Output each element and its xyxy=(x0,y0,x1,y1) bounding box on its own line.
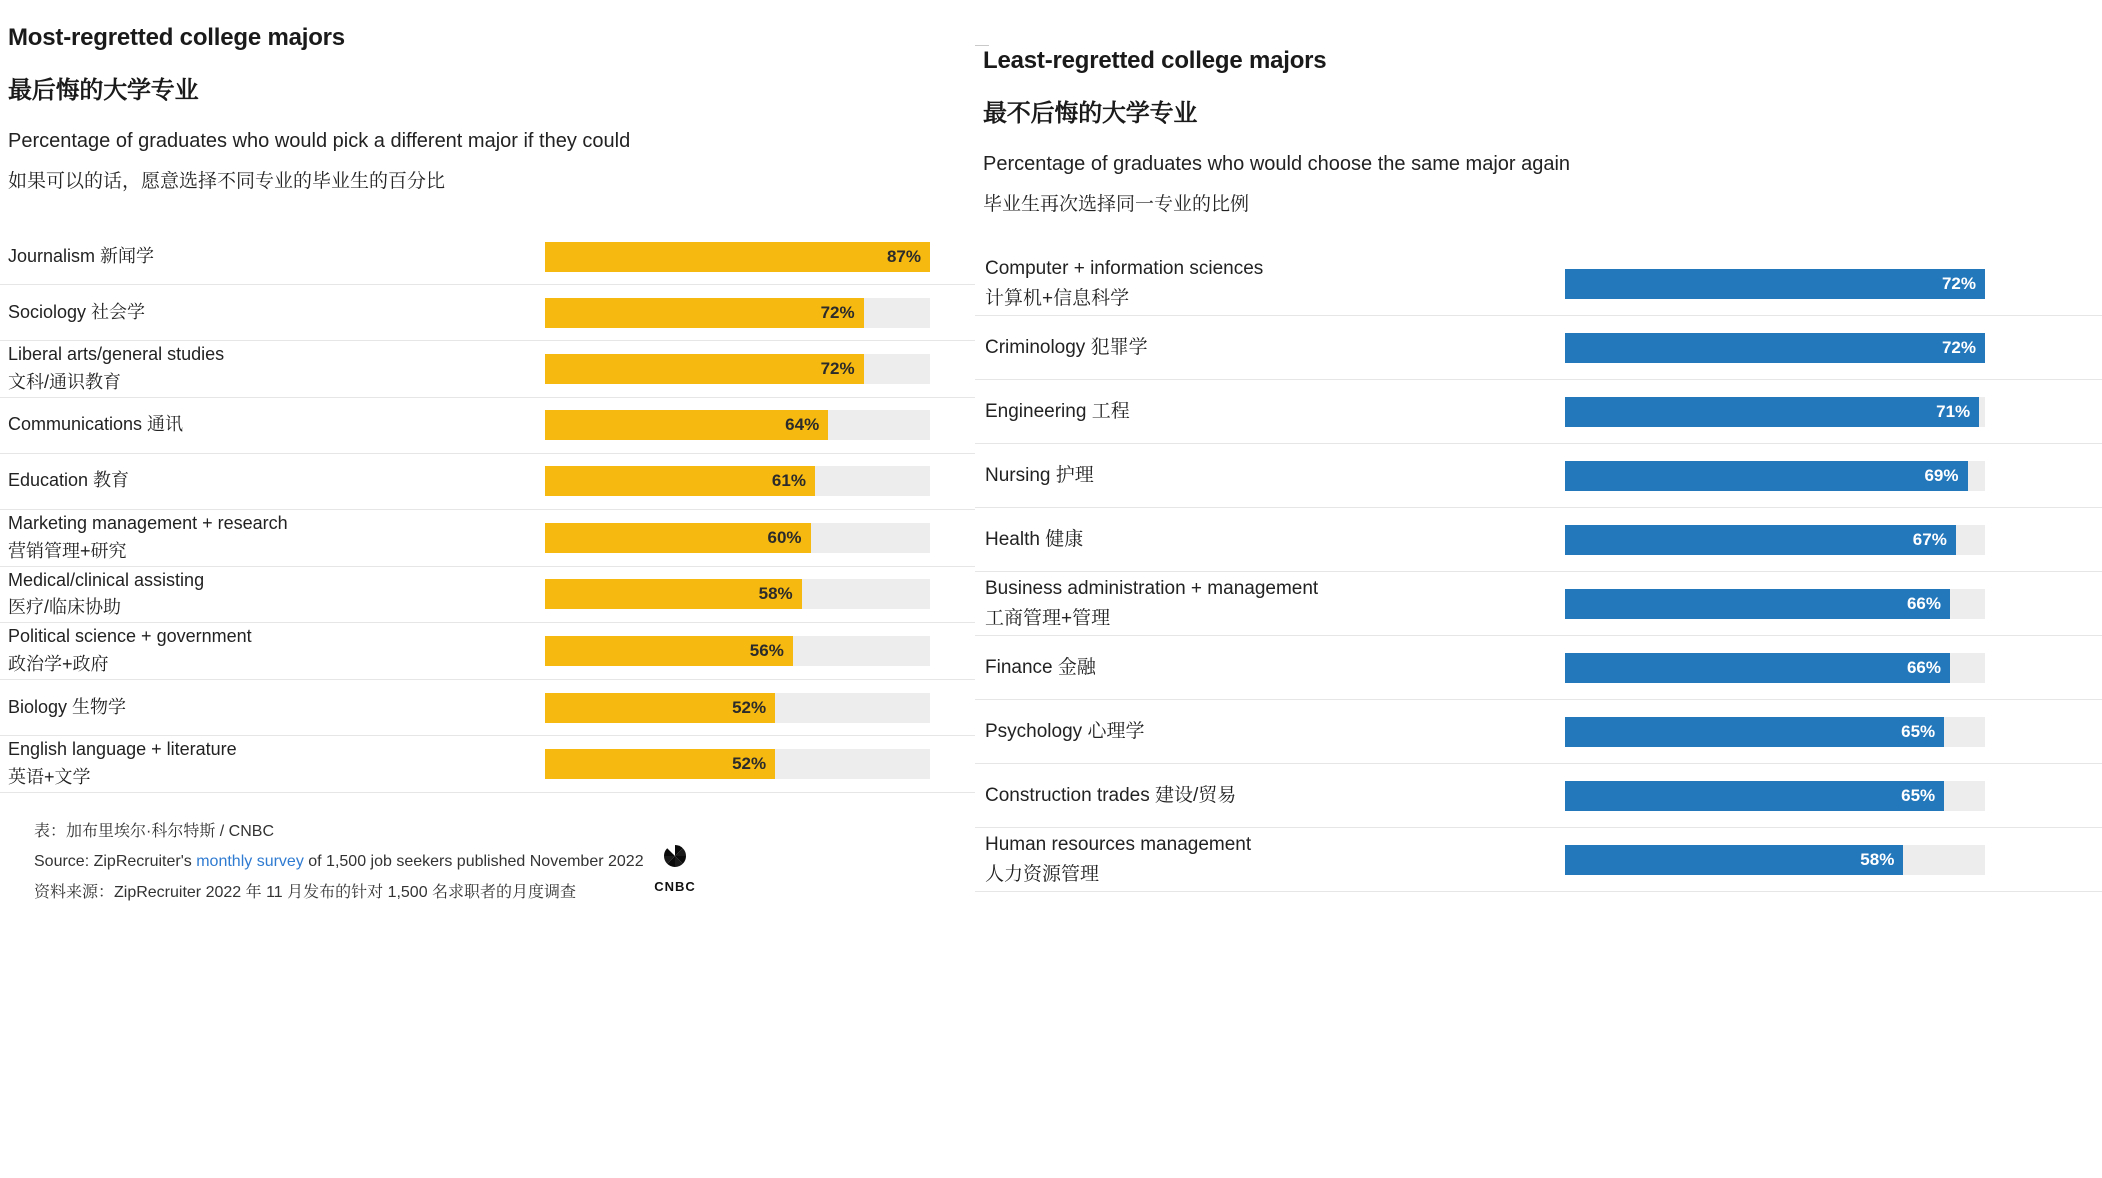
bar-track xyxy=(1565,717,1985,747)
bar-track xyxy=(545,466,930,496)
bar-fill xyxy=(1565,717,1944,747)
footer-source-cn: 资料来源：ZipRecruiter 2022 年 11 月发布的针对 1,500 名求职者的月度调查 xyxy=(34,883,577,901)
row-label-cn: 营销管理+研究 xyxy=(8,540,127,561)
bar-value-label: 72% xyxy=(820,302,855,322)
bar-fill xyxy=(1565,333,1985,363)
bar-value-label: 87% xyxy=(886,246,921,266)
bar-track xyxy=(545,749,930,779)
row-label-en: Marketing management + research xyxy=(8,512,288,533)
bar-value-label: 52% xyxy=(732,754,767,774)
bar-value-label: 72% xyxy=(1941,337,1976,357)
bar-fill xyxy=(545,242,930,272)
table-row xyxy=(975,572,2102,636)
left-chart-panel xyxy=(0,0,975,1178)
bar-fill xyxy=(545,636,793,666)
row-label-en: Journalism 新闻学 xyxy=(8,245,155,266)
footer xyxy=(0,817,975,908)
footer-source-en xyxy=(34,847,975,877)
row-label-en: Sociology 社会学 xyxy=(8,301,146,322)
bar-track xyxy=(545,242,930,272)
bar-fill xyxy=(1565,653,1950,683)
row-label xyxy=(975,717,1565,746)
bar-fill xyxy=(545,466,815,496)
left-title-en: Most-regretted college majors xyxy=(8,24,345,51)
bar-track xyxy=(1565,845,1985,875)
row-label xyxy=(0,411,545,439)
bar-track xyxy=(1565,589,1985,619)
bar-track xyxy=(545,298,930,328)
bar-value-label: 58% xyxy=(758,584,793,604)
footer-source-post: of 1,500 job seekers published November 2022 xyxy=(303,853,644,871)
row-label xyxy=(975,525,1565,554)
table-row xyxy=(0,736,975,793)
bar-track xyxy=(1565,653,1985,683)
bar-fill xyxy=(545,410,828,440)
table-row xyxy=(975,764,2102,828)
right-title-en: Least-regretted college majors xyxy=(983,47,1327,74)
bar-value-label: 61% xyxy=(771,471,806,491)
left-subtitle-en: Percentage of graduates who would pick a different major if they could xyxy=(8,130,631,153)
row-label xyxy=(0,299,545,327)
row-label xyxy=(975,653,1565,682)
right-chart-panel xyxy=(975,0,2102,1178)
cnbc-logo xyxy=(640,843,710,902)
row-label-cn: 政治学+政府 xyxy=(8,654,109,675)
row-label-en: Education 教育 xyxy=(8,470,130,491)
bar-value-label: 64% xyxy=(785,415,820,435)
right-subtitle-cn: 毕业生再次选择同一专业的比例 xyxy=(983,194,1250,216)
table-row xyxy=(0,510,975,567)
table-row xyxy=(975,828,2102,892)
bar-fill xyxy=(1565,397,1979,427)
bar-value-label: 56% xyxy=(749,641,784,661)
bar-track xyxy=(1565,781,1985,811)
bar-track xyxy=(1565,397,1985,427)
row-label-en: Psychology 心理学 xyxy=(985,720,1145,742)
bar-value-label: 66% xyxy=(1906,657,1941,677)
bar-value-label: 67% xyxy=(1912,529,1947,549)
bar-value-label: 60% xyxy=(767,527,802,547)
row-label xyxy=(0,510,545,566)
bar-fill xyxy=(545,523,811,553)
row-label-cn: 医疗/临床协助 xyxy=(8,597,122,618)
footer-credit-cn: 表：加布里埃尔·科尔特斯 / CNBC xyxy=(34,822,275,840)
row-label-en: Communications 通讯 xyxy=(8,414,184,435)
table-row xyxy=(0,567,975,624)
bar-track xyxy=(545,410,930,440)
bar-track xyxy=(545,523,930,553)
table-row xyxy=(0,285,975,341)
bar-track xyxy=(545,693,930,723)
bar-fill xyxy=(545,693,775,723)
table-row xyxy=(975,508,2102,572)
row-label-cn: 工商管理+管理 xyxy=(985,607,1111,629)
monthly-survey-link[interactable]: monthly survey xyxy=(196,853,304,871)
bar-value-label: 72% xyxy=(820,358,855,378)
left-bar-rows xyxy=(0,229,975,793)
left-subtitle-cn: 如果可以的话，愿意选择不同专业的毕业生的百分比 xyxy=(8,171,446,193)
table-row xyxy=(0,341,975,398)
table-row xyxy=(975,252,2102,316)
bar-value-label: 65% xyxy=(1901,721,1936,741)
bar-value-label: 66% xyxy=(1906,593,1941,613)
bar-track xyxy=(545,636,930,666)
row-label-en: Liberal arts/general studies xyxy=(8,344,225,365)
table-row xyxy=(0,454,975,510)
bar-fill xyxy=(545,749,775,779)
row-label-en: Engineering 工程 xyxy=(985,400,1130,422)
row-label xyxy=(975,461,1565,490)
row-label-en: Criminology 犯罪学 xyxy=(985,336,1148,358)
bar-track xyxy=(1565,461,1985,491)
bar-track xyxy=(1565,269,1985,299)
bar-value-label: 72% xyxy=(1941,273,1976,293)
row-label-en: Nursing 护理 xyxy=(985,464,1094,486)
row-label-cn: 人力资源管理 xyxy=(985,863,1100,885)
row-label-cn: 英语+文学 xyxy=(8,767,91,788)
row-label-en: Medical/clinical assisting xyxy=(8,569,205,590)
row-label-en: English language + literature xyxy=(8,739,237,760)
table-row xyxy=(0,398,975,454)
bar-value-label: 52% xyxy=(732,697,767,717)
row-label xyxy=(975,830,1565,889)
row-label xyxy=(975,333,1565,362)
bar-fill xyxy=(1565,525,1956,555)
right-subtitle-en: Percentage of graduates who would choose the same major again xyxy=(983,153,1571,176)
row-label-en: Computer + information sciences xyxy=(985,258,1264,280)
bar-fill xyxy=(1565,589,1950,619)
table-row xyxy=(0,623,975,680)
bar-track xyxy=(1565,333,1985,363)
cnbc-wordmark: CNBC xyxy=(654,878,696,894)
bar-fill xyxy=(545,354,864,384)
bar-track xyxy=(1565,525,1985,555)
bar-value-label: 69% xyxy=(1924,465,1959,485)
row-label xyxy=(0,341,545,397)
right-bar-rows xyxy=(975,252,2102,892)
row-label-en: Business administration + management xyxy=(985,578,1319,600)
peacock-icon xyxy=(660,843,690,869)
row-label xyxy=(975,397,1565,426)
bar-fill xyxy=(545,298,864,328)
row-label-en: Human resources management xyxy=(985,834,1252,856)
row-label xyxy=(975,254,1565,313)
bar-value-label: 65% xyxy=(1901,785,1936,805)
table-row xyxy=(975,444,2102,508)
table-row xyxy=(0,680,975,736)
bar-value-label: 71% xyxy=(1936,401,1971,421)
bar-fill xyxy=(545,579,802,609)
row-label xyxy=(0,567,545,623)
row-label xyxy=(975,781,1565,810)
table-row xyxy=(975,316,2102,380)
row-label xyxy=(0,694,545,722)
row-label-en: Biology 生物学 xyxy=(8,696,127,717)
bar-track xyxy=(545,579,930,609)
row-label xyxy=(0,243,545,271)
bar-track xyxy=(545,354,930,384)
bar-fill xyxy=(1565,845,1903,875)
row-label xyxy=(0,467,545,495)
table-row xyxy=(975,636,2102,700)
left-title-cn: 最后悔的大学专业 xyxy=(8,77,199,105)
row-label xyxy=(0,736,545,792)
row-label-en: Construction trades 建设/贸易 xyxy=(985,784,1237,806)
row-label-cn: 计算机+信息科学 xyxy=(985,287,1130,309)
table-row xyxy=(975,380,2102,444)
bar-fill xyxy=(1565,461,1968,491)
bar-value-label: 58% xyxy=(1860,849,1895,869)
right-title-cn: 最不后悔的大学专业 xyxy=(983,100,1198,128)
row-label-cn: 文科/通识教育 xyxy=(8,371,122,392)
row-label-en: Finance 金融 xyxy=(985,656,1096,678)
bar-fill xyxy=(1565,269,1985,299)
row-label-en: Political science + government xyxy=(8,626,252,647)
table-row xyxy=(975,700,2102,764)
row-label xyxy=(975,574,1565,633)
table-row xyxy=(0,229,975,285)
footer-source-pre: Source: ZipRecruiter's xyxy=(34,853,197,871)
row-label xyxy=(0,623,545,679)
bar-fill xyxy=(1565,781,1944,811)
row-label-en: Health 健康 xyxy=(985,528,1084,550)
